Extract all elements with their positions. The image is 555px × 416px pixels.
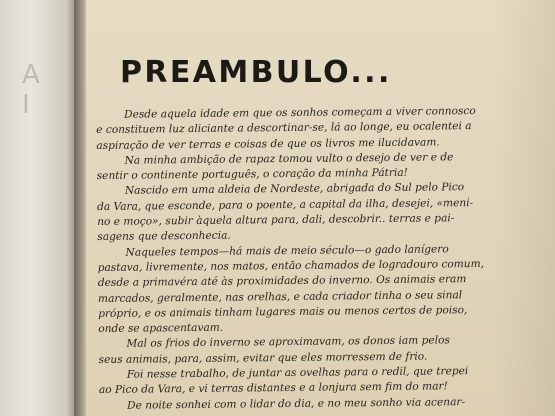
right-page: [86, 0, 555, 416]
text-line: Nascido em uma aldeia de Nordeste, abrigada do Sul pelo Pico: [124, 181, 465, 198]
text-line: De noite sonhei com o lidar do dia, e no meu sonho via acenar-: [127, 395, 466, 412]
text-line: da Vara, que esconde, para o poente, a capital da ilha, desejei, «meni-: [96, 196, 474, 213]
paragraph: [99, 363, 551, 398]
left-page-ghost-text: A I: [22, 60, 54, 120]
text-line: ao Pico da Vara, e vi terras distantes e a lonjura sem fim do mar!: [98, 380, 448, 397]
text-line: Naqueles tempos—há mais de meio século—o gado lanígero: [125, 242, 449, 259]
text-line: seus animais, para, assim, evitar que eles morressem de frio.: [98, 350, 428, 366]
page-title: PREAMBULO...: [120, 55, 392, 90]
text-line: no e moço», subir àquela altura para, dali, descobrir.. terras e pai-: [97, 212, 455, 229]
text-line: sagens que desconhecia.: [97, 229, 231, 244]
left-page: [0, 0, 78, 416]
paragraph: [97, 180, 550, 246]
paragraph: [96, 103, 548, 154]
text-line: Na minha ambição de rapaz tomou vulto o desejo de ver e de: [124, 151, 454, 167]
paragraph: [97, 241, 550, 338]
text-line: Desde aquela idade em que os sonhos começam a viver connosco: [124, 105, 476, 121]
paragraph: [98, 333, 550, 368]
text-line: marcados, geralmente, nas orelhas, e cada criador tinha o seu sinal: [97, 288, 463, 305]
text-line: aspiração de ver terras e coisas de que os livros me ilucidavam.: [96, 135, 440, 152]
text-line: onde se apascentavam.: [98, 321, 224, 336]
text-line: pastava, livremente, nos matos, então chamados de logradouro comum,: [97, 257, 485, 274]
body-text: [96, 103, 551, 414]
text-line: Mal os frios do inverno se aproximavam, os donos iam pelos: [126, 334, 450, 351]
text-line: desde a primavéra até às proximidades do inverno. Os animais eram: [97, 273, 467, 290]
text-line: sentir o continente português, o coração da minha Pátria!: [96, 166, 408, 183]
text-line: e constituem luz aliciante a descortinar-se, lá ao longe, eu ocalentei a: [96, 120, 472, 137]
text-line: Foi nesse trabalho, de juntar as ovelhas para o redil, que trepei: [126, 365, 469, 381]
text-line: próprio, e os animais tinham lugares mais ou menos certos de poiso,: [98, 303, 468, 320]
paragraph: [96, 149, 548, 184]
